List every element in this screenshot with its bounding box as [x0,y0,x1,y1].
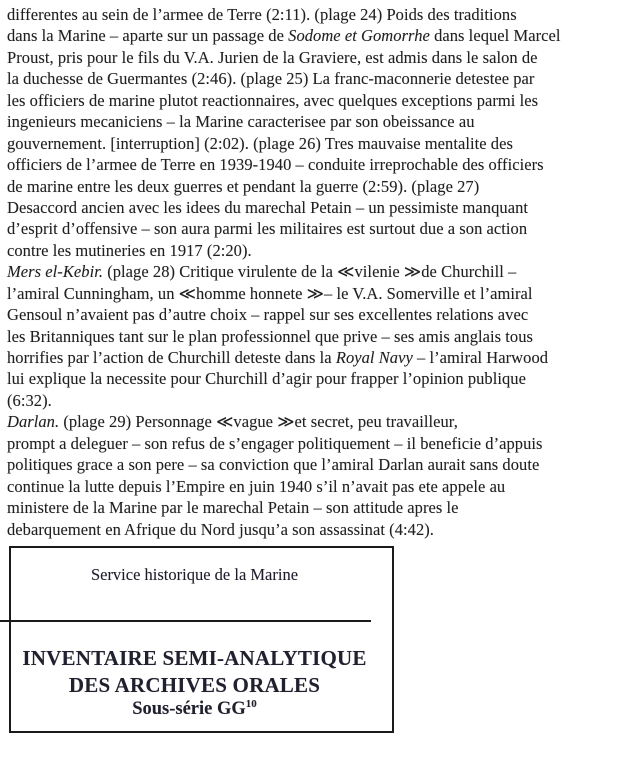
text-segment: ingenieurs mecaniciens – la Marine caracterisee par son obeissance au [7,112,475,132]
box-title-line2: DES ARCHIVES ORALES [68,673,321,697]
text-segment: d’esprit d’offensive – son aura parmi les militaires est surtout due a son action [7,219,528,239]
text-segment: debarquement en Afrique du Nord jusqu’a son assassinat (4:42). [7,519,434,539]
box-subtitle [11,699,378,720]
text-line [7,47,561,68]
text-line [7,347,561,368]
text-line [7,454,561,475]
box-subtitle-superscript: 10 [245,697,257,710]
text-segment: les officiers de marine plutot reactionnaires, avec quelques exceptions parmi les [7,90,539,110]
text-line [7,497,561,518]
text-segment: differentes au sein de l’armee de Terre (2:11). (plage 24) Poids des traditions [7,5,517,24]
text-line [7,261,561,282]
text-segment: ministere de la Marine par le marechal Petain – son attitude apres le [7,498,459,518]
text-segment: Desaccord ancien avec les idees du marechal Petain – un pessimiste manquant [7,197,529,217]
text-line [7,68,561,89]
text-line [7,111,561,132]
text-segment-italic: Sodome et Gomorrhe [288,26,430,46]
text-line [7,433,561,454]
text-segment: dans lequel Marcel [429,26,561,46]
box-divider-line [0,620,371,622]
text-segment: Gensoul n’avaient pas d’autre choix – rappel sur ses excellentes relations avec [7,305,529,325]
text-segment: les Britanniques tant sur le plan professionnel que prive – ses amis anglais tous [7,326,533,346]
text-line [7,519,561,540]
box-title-line1: INVENTAIRE SEMI-ANALYTIQUE [22,646,367,670]
text-line [7,154,561,175]
text-segment-italic: Darlan. [7,412,60,432]
text-segment: la duchesse de Guermantes (2:46). (plage 25) La franc-maconnerie detestee par [7,69,535,89]
text-line [7,304,561,325]
text-line [7,4,561,25]
text-segment: continue la lutte depuis l’Empire en juin 1940 s’il n’avait pas ete appele au [7,476,506,496]
text-line [7,133,561,154]
text-segment: gouvernement. [interruption] (2:02). (plage 26) Tres mauvaise mentalite des [7,133,513,153]
text-segment: – l’amiral Harwood [412,348,549,367]
text-segment: dans la Marine – aparte sur un passage de [7,26,289,46]
text-segment: (6:32). [7,390,52,410]
text-segment: lui explique la necessite pour Churchill d’agir pour frapper l’opinion publique [7,369,526,389]
text-line [7,197,561,218]
text-block [7,4,561,540]
text-segment: l’amiral Cunningham, un ≪homme honnete ≫– le V.A. Somerville et l’amiral [7,283,533,303]
text-segment: de marine entre les deux guerres et pendant la guerre (2:59). (plage 27) [7,176,480,196]
text-line [7,476,561,497]
text-segment: politiques grace a son pere – sa conviction que l’amiral Darlan aurait sans doute [7,455,540,475]
box-header: Service historique de la Marine [90,565,299,584]
text-segment: (plage 28) Critique virulente de la ≪vilenie ≫de Churchill – [103,262,517,282]
text-segment: horrifies par l’action de Churchill deteste dans la [7,348,336,367]
text-line [7,90,561,111]
text-line [7,411,561,432]
text-segment-italic: Mers el-Kebir. [7,262,104,282]
text-line [7,326,561,347]
text-line [7,283,561,304]
box-subtitle-text: Sous-série GG [132,699,246,719]
text-segment: prompt a deleguer – son refus de s’engager politiquement – il beneficie d’appuis [7,433,543,453]
text-segment: Proust, pris pour le fils du V.A. Jurien de la Graviere, est admis dans le salon de [7,47,538,67]
text-line [7,25,561,46]
text-segment: (plage 29) Personnage ≪vague ≫et secret, peu travailleur, [59,412,458,432]
text-segment: contre les mutineries en 1917 (2:20). [7,240,252,260]
text-line [7,240,561,261]
text-segment-italic: Royal Navy [335,348,413,367]
text-segment: officiers de l’armee de Terre en 1939-1940 – conduite irreprochable des officiers [7,155,544,175]
text-line [7,368,561,389]
text-line [7,176,561,197]
text-line [7,390,561,411]
text-line [7,218,561,239]
title-box [9,546,394,733]
